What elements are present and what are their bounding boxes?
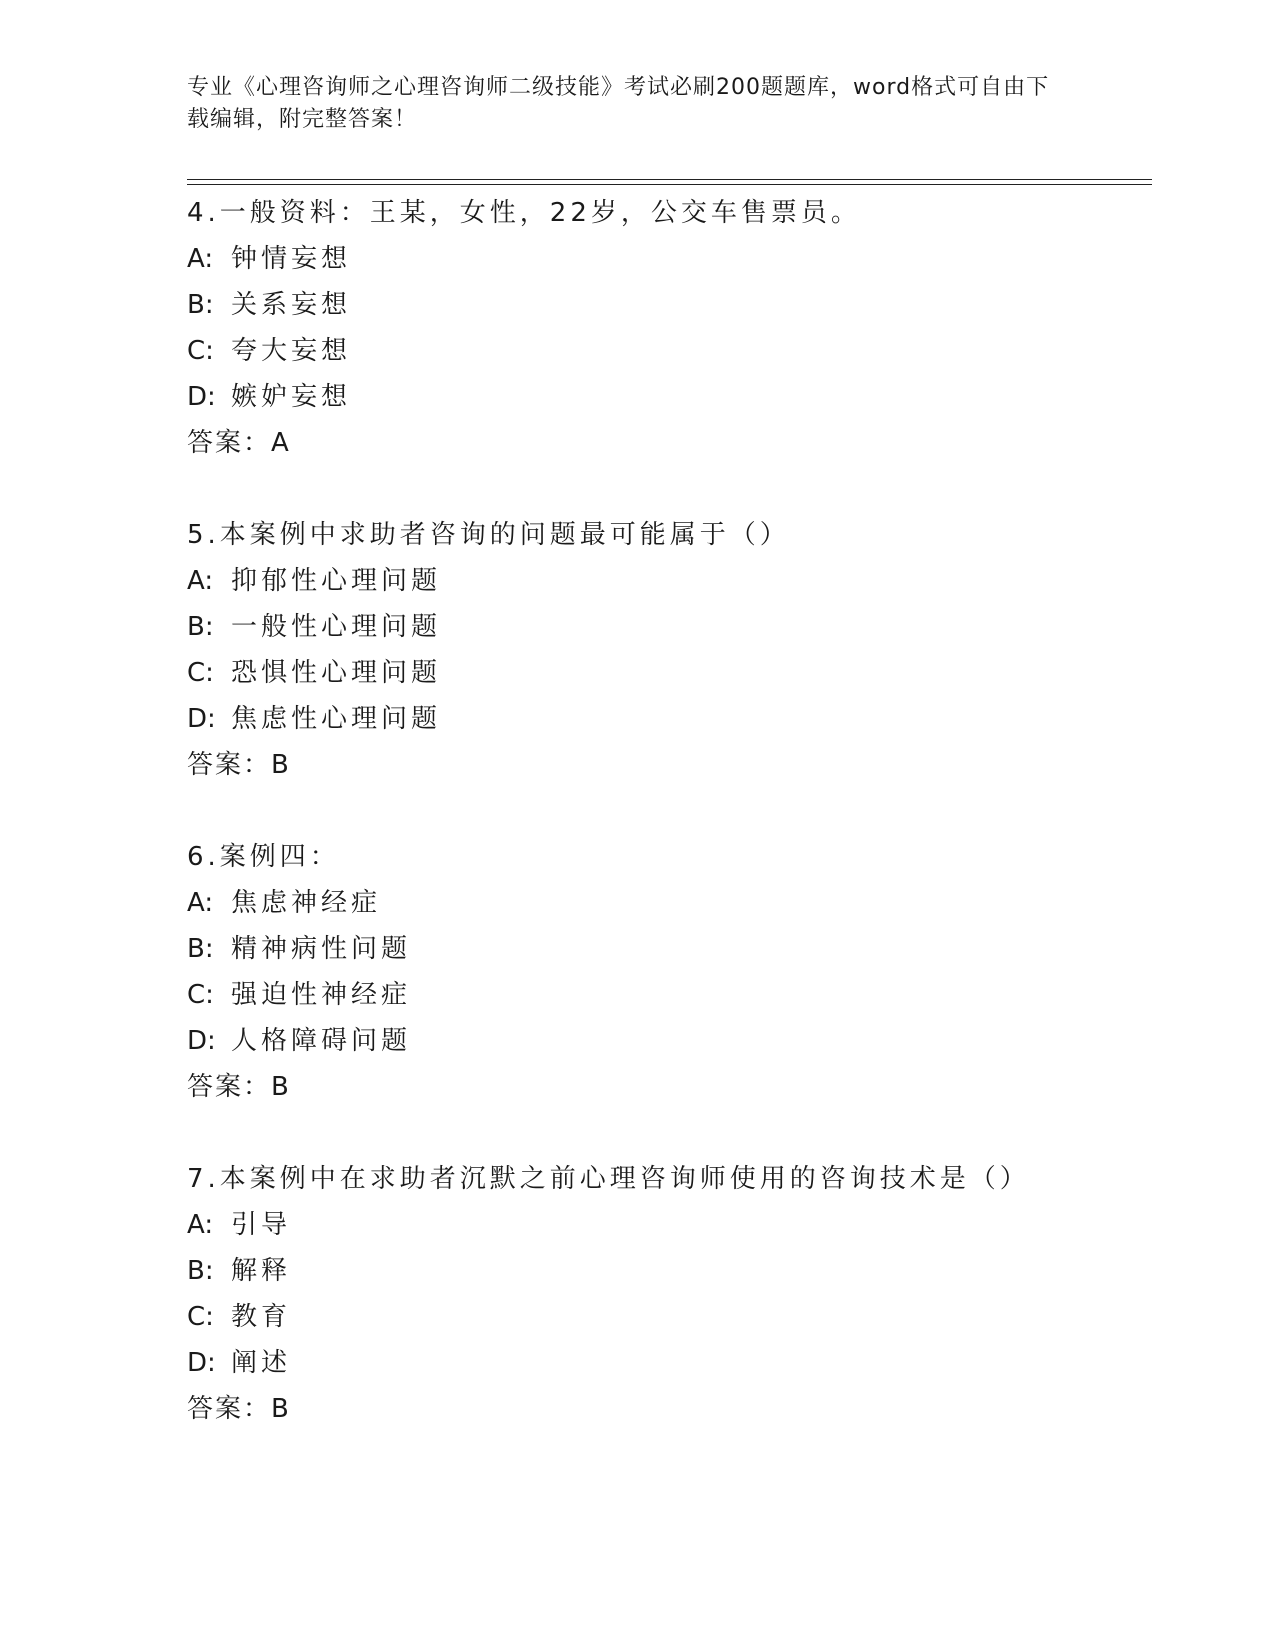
question-7 <box>187 1156 1147 1432</box>
option-text: 精神病性问题 <box>231 934 412 964</box>
option-text: 夸大妄想 <box>231 336 352 366</box>
option-c <box>187 972 1147 1018</box>
option-text: 阐述 <box>231 1348 292 1378</box>
question-6 <box>187 834 1147 1110</box>
option-d <box>187 696 1147 742</box>
option-key: C: <box>187 1302 214 1332</box>
option-key: A: <box>187 244 214 274</box>
option-b <box>187 1248 1147 1294</box>
option-text: 嫉妒妄想 <box>231 382 352 412</box>
option-text: 强迫性神经症 <box>231 980 412 1010</box>
question-stem: 7.本案例中在求助者沉默之前心理咨询师使用的咨询技术是（） <box>187 1164 1030 1194</box>
option-text: 恐惧性心理问题 <box>231 658 442 688</box>
option-text: 焦虑神经症 <box>231 888 382 918</box>
question-4 <box>187 190 1147 466</box>
option-text: 焦虑性心理问题 <box>231 704 442 734</box>
question-list <box>187 190 1147 1478</box>
option-text: 一般性心理问题 <box>231 612 442 642</box>
option-key: D: <box>187 704 216 734</box>
option-a <box>187 558 1147 604</box>
option-key: D: <box>187 382 216 412</box>
answer-line: 答案：B <box>187 1394 291 1424</box>
option-b <box>187 282 1147 328</box>
option-key: B: <box>187 934 214 964</box>
option-text: 教育 <box>231 1302 292 1332</box>
header-text: 专业《心理咨询师之心理咨询师二级技能》考试必刷200题题库，word格式可自由下载编辑，附完整答案！ <box>187 75 1050 132</box>
option-key: C: <box>187 980 214 1010</box>
option-text: 引导 <box>231 1210 292 1240</box>
option-key: A: <box>187 888 214 918</box>
option-c <box>187 328 1147 374</box>
document-header <box>187 72 1067 136</box>
option-a <box>187 236 1147 282</box>
option-d <box>187 1018 1147 1064</box>
header-divider-bottom <box>187 184 1152 185</box>
option-c <box>187 1294 1147 1340</box>
option-key: C: <box>187 658 214 688</box>
option-text: 关系妄想 <box>231 290 352 320</box>
option-text: 解释 <box>231 1256 292 1286</box>
question-5 <box>187 512 1147 788</box>
answer-line: 答案：A <box>187 428 291 458</box>
option-b <box>187 604 1147 650</box>
option-key: D: <box>187 1026 216 1056</box>
option-c <box>187 650 1147 696</box>
option-d <box>187 374 1147 420</box>
option-key: D: <box>187 1348 216 1378</box>
question-stem: 5.本案例中求助者咨询的问题最可能属于（） <box>187 520 790 550</box>
option-a <box>187 1202 1147 1248</box>
option-key: B: <box>187 1256 214 1286</box>
answer-line: 答案：B <box>187 1072 291 1102</box>
option-b <box>187 926 1147 972</box>
option-a <box>187 880 1147 926</box>
answer-line: 答案：B <box>187 750 291 780</box>
option-text: 钟情妄想 <box>231 244 352 274</box>
option-d <box>187 1340 1147 1386</box>
option-text: 抑郁性心理问题 <box>231 566 442 596</box>
option-key: B: <box>187 612 214 642</box>
question-stem: 4.一般资料：王某，女性，22岁，公交车售票员。 <box>187 198 861 228</box>
question-stem: 6.案例四： <box>187 842 340 872</box>
option-key: B: <box>187 290 214 320</box>
option-key: A: <box>187 566 214 596</box>
option-key: C: <box>187 336 214 366</box>
option-text: 人格障碍问题 <box>231 1026 412 1056</box>
option-key: A: <box>187 1210 214 1240</box>
header-divider-top <box>187 179 1152 180</box>
